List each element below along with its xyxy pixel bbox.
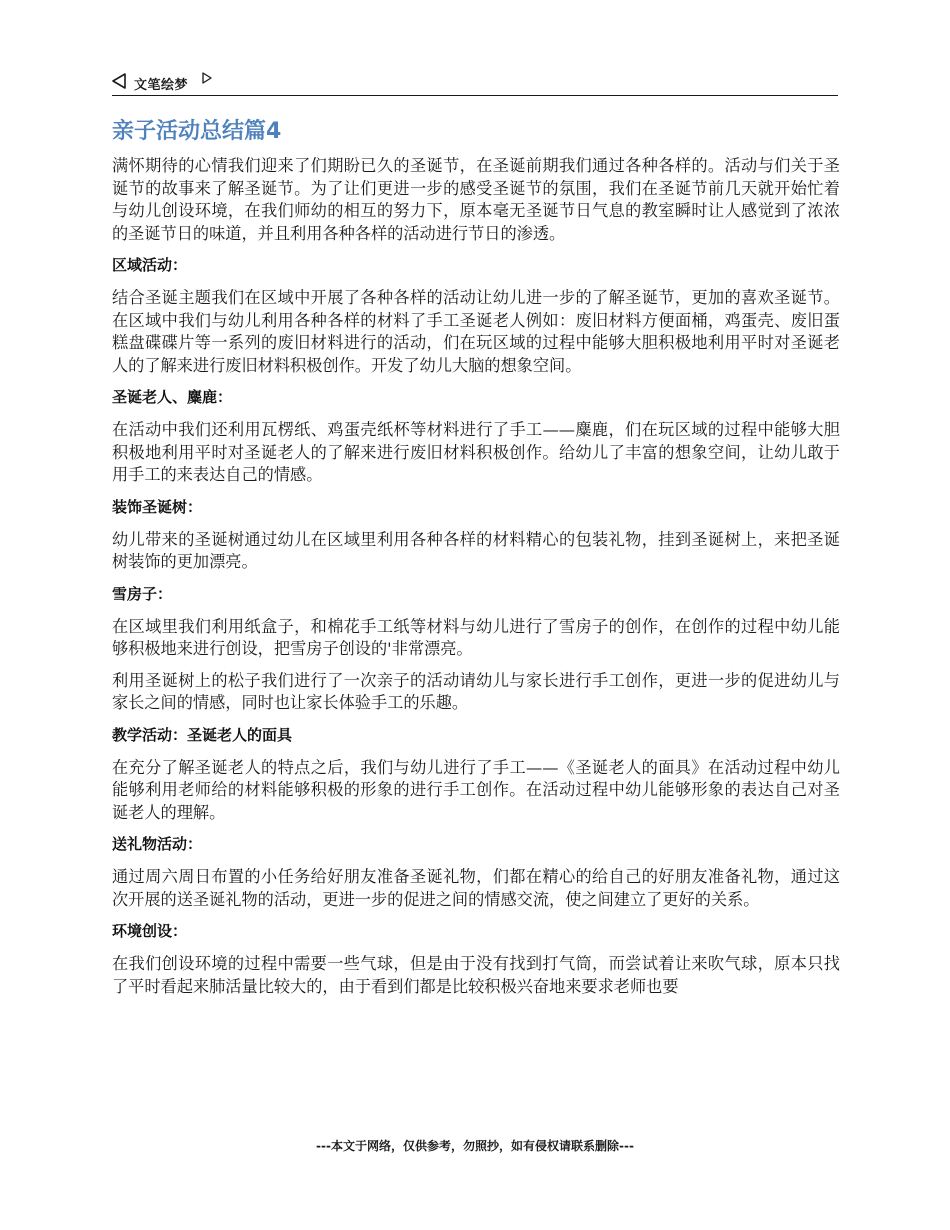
paragraph-gift-activity: 通过周六周日布置的小任务给好朋友准备圣诞礼物，们都在精心的给自己的好朋友准备礼物，通过这次开展的送圣诞礼物的活动，更进一步的促进之间的情感交流，使之间建立了更好的关系。 (112, 867, 840, 909)
heading-teaching-activity: 教学活动：圣诞老人的面具 (112, 725, 293, 744)
heading-environment: 环境创设： (112, 922, 188, 940)
triangle-right-icon (202, 72, 212, 84)
triangle-left-icon (112, 73, 126, 89)
brand-name: 文笔绘梦 (134, 78, 189, 93)
paragraph-decorate-tree: 幼儿带来的圣诞树通过幼儿在区域里利用各种各样的材料精心的包装礼物，挂到圣诞树上，来把圣诞树装饰的更加漂亮。 (112, 529, 840, 571)
page-title: 亲子活动总结篇4 (112, 119, 282, 144)
heading-snow-house: 雪房子： (112, 584, 173, 603)
paragraph-snow-house-1: 在区域里我们利用纸盒子，和棉花手工纸等材料与幼儿进行了雪房子的创作，在创作的过程中幼儿能够积极地来进行创设，把雪房子创设的'非常漂亮。 (112, 616, 840, 658)
page-footer-disclaimer: ---本文于网络，仅供参考，勿照抄，如有侵权请联系删除--- (316, 1139, 634, 1153)
paragraph-environment: 在我们创设环境的过程中需要一些气球，但是由于没有找到打气筒，而尝试着让来吹气球，原本只找了平时看起来肺活量比较大的，由于看到们都是比较积极兴奋地来要求老师也要 (112, 954, 840, 996)
paragraph-snow-house-2: 利用圣诞树上的松子我们进行了一次亲子的活动请幼儿与家长进行手工创作，更进一步的促进幼儿与家长之间的情感，同时也让家长体验手工的乐趣。 (112, 670, 840, 712)
paragraph-santa-reindeer: 在活动中我们还利用瓦楞纸、鸡蛋壳纸杯等材料进行了手工——麋鹿，们在玩区域的过程中能够大胆积极地利用平时对圣诞老人的了解来进行废旧材料积极创作。给幼儿了丰富的想象空间，让幼儿敢于用手工的来表达自己的情感。 (112, 420, 840, 484)
intro-paragraph: 满怀期待的心情我们迎来了们期盼已久的圣诞节，在圣诞前期我们通过各种各样的。活动与们关于圣诞节的故事来了解圣诞节。为了让们更进一步的感受圣诞节的氛围，我们在圣诞节前几天就开始忙着与幼儿创设环境，在我们师幼的相互的努力下，原本毫无圣诞节日气息的教室瞬时让人感觉到了浓浓的圣诞节日的味道，并且利用各种各样的活动进行节日的渗透。 (112, 156, 840, 243)
page-header (112, 70, 838, 96)
heading-gift-activity: 送礼物活动： (112, 835, 203, 853)
heading-area-activity: 区域活动： (112, 256, 188, 274)
paragraph-teaching-activity: 在充分了解圣诞老人的特点之后，我们与幼儿进行了手工——《圣诞老人的面具》在活动过程中幼儿能够利用老师给的材料能够积极的形象的进行手工创作。在活动过程中幼儿能够形象的表达自己对圣诞老人的理解。 (112, 757, 840, 822)
heading-santa-reindeer: 圣诞老人、麋鹿： (112, 388, 233, 406)
paragraph-area-activity: 结合圣诞主题我们在区域中开展了各种各样的活动让幼儿进一步的了解圣诞节，更加的喜欢圣诞节。在区域中我们与幼儿利用各种各样的材料了手工圣诞老人例如：废旧材料方便面桶，鸡蛋壳、废旧蛋糕盘碟碟片等一系列的废旧材料进行的活动，们在玩区域的过程中能够大胆积极地利用平时对圣诞老人的了解来进行废旧材料积极创作。开发了幼儿大脑的想象空间。 (112, 288, 840, 375)
document-body (112, 155, 840, 1007)
heading-decorate-tree: 装饰圣诞树： (112, 497, 203, 516)
